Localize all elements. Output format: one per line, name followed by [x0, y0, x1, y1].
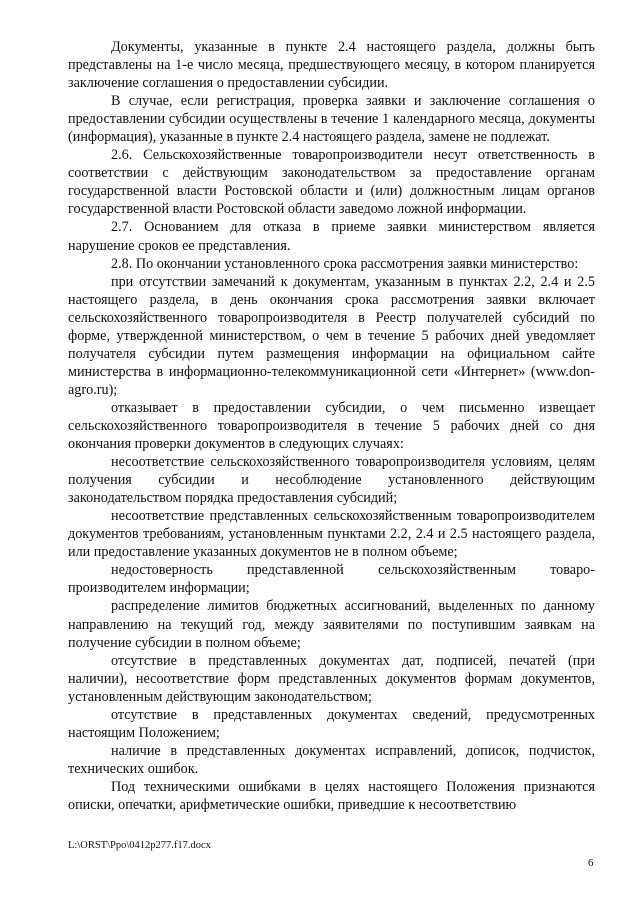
paragraph-2-7-refusal-basis: 2.7. Основанием для отказа в приеме заявки министерством является нарушение сроков ее представления. [68, 219, 595, 254]
list-item-nonconformity-documents: несоответствие представленных сельскохозяйственным товаропроизводителем документов требованиям, установленным пунктами 2.2, 2.4 и 2.5 настоящего раздела, или предоставление указанных документов не в полном объеме; [68, 508, 595, 561]
list-item-missing-information: отсутствие в представленных документах сведений, предусмотренных настоящим Положением; [68, 706, 595, 741]
list-item-unreliable-information: недостоверность представленной сельскохозяйственным товаро-производителем информации; [68, 562, 595, 597]
paragraph-refuses-subsidy: отказывает в предоставлении субсидии, о чем письменно извещает сельскохозяйственного товаропроизводителя в течение 5 рабочих дней со дня окончания проверки документов в следующих случаях: [68, 399, 595, 453]
list-item-corrections-errors: наличие в представленных документах исправлений, дописок, подчисток, технических ошибок. [68, 742, 595, 777]
paragraph-technical-errors: Под техническими ошибками в целях настоящего Положения признаются описки, опечатки, арифметические ошибки, приведшие к несоответствию [68, 778, 595, 813]
paragraph-documents-deadline: Документы, указанные в пункте 2.4 настоящего раздела, должны быть представлены на 1-е число месяца, предшествующего месяцу, в котором планируется заключение соглашения о предоставлении субсидии. [68, 39, 595, 92]
list-item-nonconformity-conditions: несоответствие сельскохозяйственного товаропроизводителя условиям, целям получения субсидии и несоблюдение установленного действующим законодательством порядка предоставления субсидий; [68, 454, 595, 507]
document-body [68, 38, 595, 814]
paragraph-no-remarks: при отсутствии замечаний к документам, указанным в пунктах 2.2, 2.4 и 2.5 настоящего раздела, в день окончания срока рассмотрения заявки включает сельскохозяйственного товаропроизводителя в Реестр получателей субсидий по форме, утвержденной министерством, о чем в течение 5 рабочих дней уведомляет получателя субсидии путем размещения информации на официальном сайте министерства в информационно-телекоммуникационной сети «Интернет» (www.don-agro.ru); [68, 273, 595, 398]
paragraph-2-6-responsibility: 2.6. Сельскохозяйственные товаропроизводители несут ответственность в соответствии с действующим законодательством за предоставление органам государственной власти Ростовской области и (или) должностным лицам органов государственной власти Ростовской области заведомо ложной информации. [68, 147, 595, 218]
footer-file-path: L:\ORST\Ppo\0412p277.f17.docx [68, 840, 211, 851]
page-number: 6 [588, 857, 594, 869]
paragraph-same-month-case: В случае, если регистрация, проверка заявки и заключение соглашения о предоставлении субсидии осуществлены в течение 1 календарного месяца, документы (информация), указанные в пункте 2.4 настоящего раздела, замене не подлежат. [68, 93, 595, 146]
paragraph-2-8-ministry-actions: 2.8. По окончании установленного срока рассмотрения заявки министерство: [111, 255, 579, 272]
list-item-missing-dates-signatures: отсутствие в представленных документах дат, подписей, печатей (при наличии), несоответствие форм представленных документов формам документов, установленным действующим законодательством; [68, 652, 595, 705]
list-item-limits-distributed: распределение лимитов бюджетных ассигнований, выделенных по данному направлению на текущий год, между заявителями по поступившим заявкам на получение субсидии в полном объеме; [68, 598, 595, 651]
